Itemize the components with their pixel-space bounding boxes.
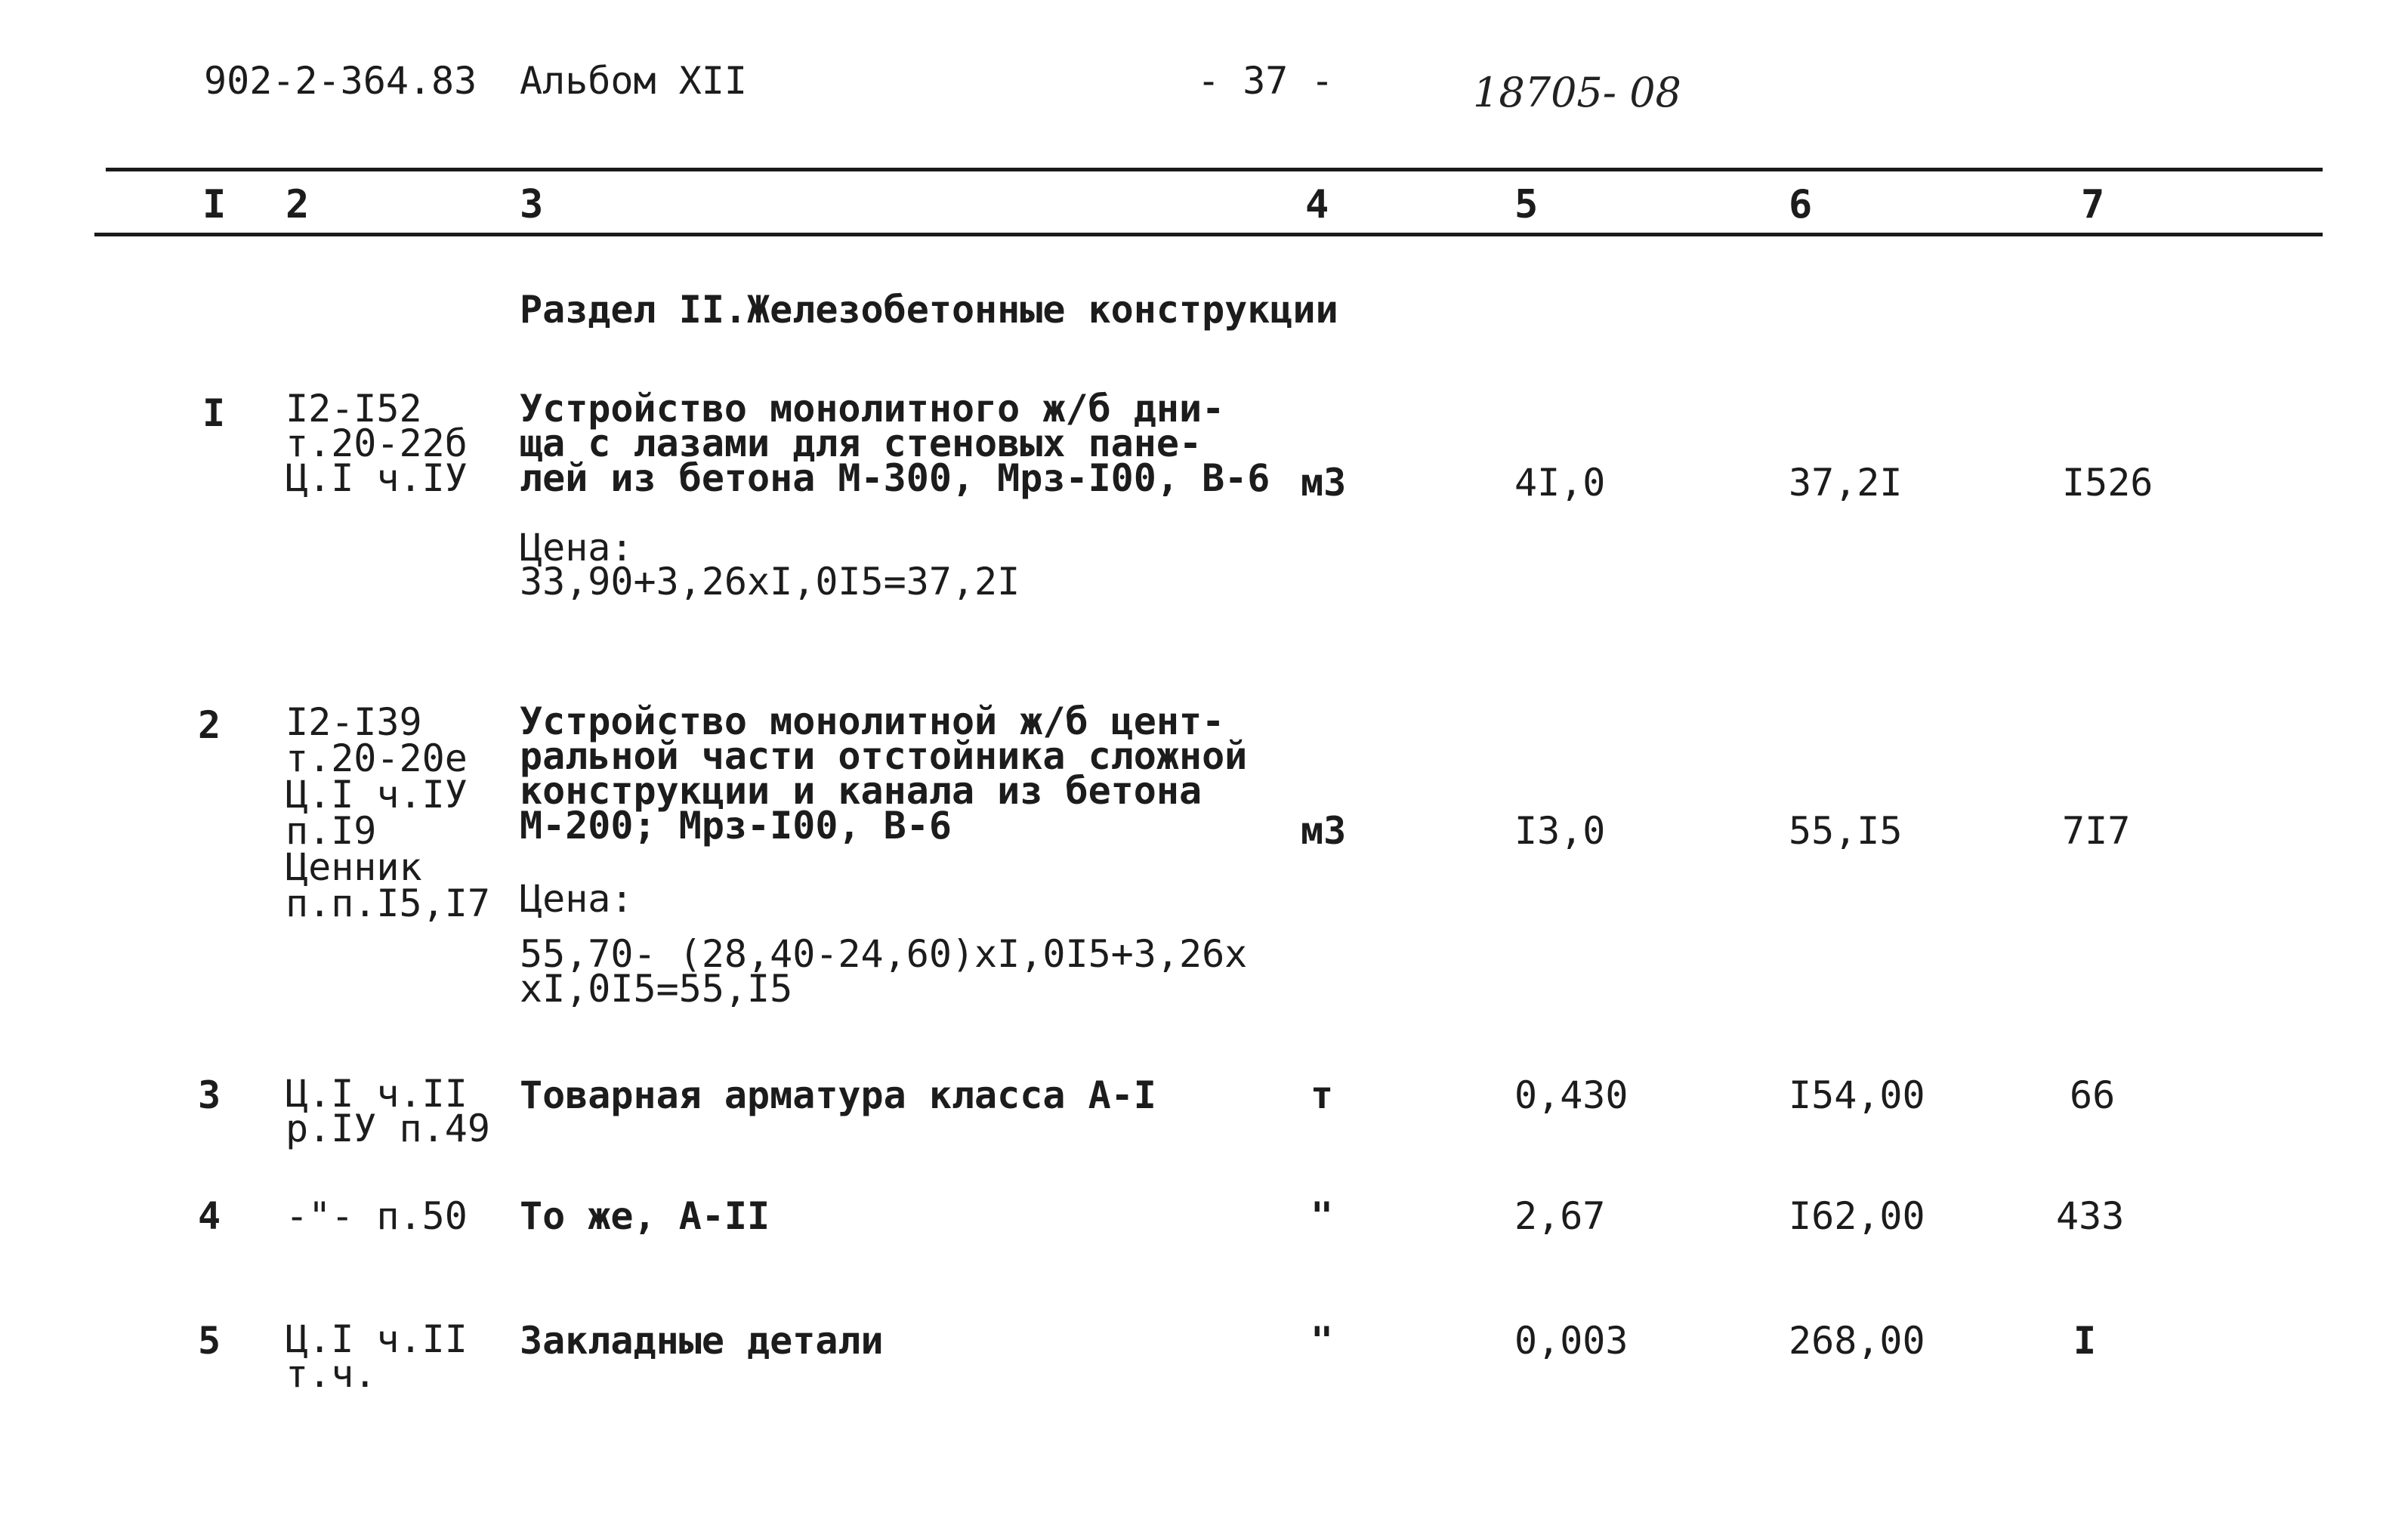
row-3-total: 66 (2070, 1073, 2116, 1117)
album-label: Альбом XII (520, 59, 748, 103)
row-5-description: Закладные детали (520, 1319, 884, 1363)
row-3-quantity: 0,430 (1514, 1073, 1628, 1117)
row-2-code: I2-I39 т.20-20е Ц.I ч.IУ п.I9 Ценник п.п.I5,I7 (286, 700, 490, 925)
row-1-code: I2-I52 т.20-22б Ц.I ч.IУ (286, 387, 468, 500)
row-1-number: I (202, 391, 226, 435)
column-header-2: 2 (286, 182, 310, 227)
row-2-quantity: I3,0 (1514, 809, 1606, 853)
row-4-code: -"- п.50 (286, 1194, 468, 1238)
row-5-number: 5 (198, 1319, 221, 1363)
row-4-unit: " (1311, 1194, 1334, 1238)
column-header-7: 7 (2081, 182, 2105, 227)
column-header-6: 6 (1789, 182, 1813, 227)
row-2-number: 2 (198, 703, 221, 747)
column-header-3: 3 (520, 182, 544, 227)
row-5-quantity: 0,003 (1514, 1319, 1628, 1363)
handwritten-inventory-number: 18705- 08 (1473, 69, 1681, 116)
row-1-price-label: Цена: (520, 526, 634, 570)
row-5-unit: " (1311, 1319, 1334, 1363)
row-3-number: 3 (198, 1073, 221, 1117)
column-header-4: 4 (1305, 182, 1329, 227)
row-4-number: 4 (198, 1194, 221, 1238)
row-1-price: 37,2I (1789, 461, 1903, 505)
top-rule (106, 168, 2323, 171)
row-4-price: I62,00 (1789, 1194, 1925, 1238)
row-1-description: Устройство монолитного ж/б дни- ща с лазами для стеновых пане- лей из бетона М-300, Мрз-I00, В-6 (520, 387, 1270, 500)
column-header-1: I (202, 182, 227, 227)
section-title: Раздел II.Железобетонные конструкции (520, 288, 1338, 332)
row-4-quantity: 2,67 (1514, 1194, 1606, 1238)
row-1-price-calc: 33,90+3,26xI,0I5=37,2I (520, 560, 1020, 604)
row-5-code: Ц.I ч.II т.ч. (286, 1317, 468, 1396)
row-2-description: Устройство монолитной ж/б цент- ральной части отстойника сложной конструкции и канала из бетона М-200; Мрз-I00, В-6 (520, 699, 1248, 848)
row-4-total: 433 (2056, 1194, 2125, 1238)
row-4-description: То же, А-II (520, 1194, 770, 1238)
document-code: 902-2-364.83 (204, 59, 477, 103)
row-1-total: I526 (2062, 461, 2153, 505)
row-2-total: 7I7 (2062, 809, 2131, 853)
page-number: - 37 - (1197, 59, 1334, 103)
header-bottom-rule (94, 233, 2323, 236)
row-2-price-calc: 55,70- (28,40-24,60)xI,0I5+3,26x xI,0I5=55,I5 (520, 932, 1248, 1011)
row-3-description: Товарная арматура класса А-I (520, 1073, 1156, 1117)
row-2-price-label: Цена: (520, 877, 634, 921)
row-3-price: I54,00 (1789, 1073, 1925, 1117)
row-1-unit: м3 (1301, 461, 1347, 505)
row-1-quantity: 4I,0 (1514, 461, 1606, 505)
column-header-5: 5 (1514, 182, 1539, 227)
row-5-price: 268,00 (1789, 1319, 1925, 1363)
row-2-unit: м3 (1301, 809, 1347, 853)
row-3-code: Ц.I ч.II р.IУ п.49 (286, 1072, 490, 1150)
row-5-total: I (2073, 1319, 2097, 1363)
row-2-price: 55,I5 (1789, 809, 1903, 853)
row-3-unit: т (1311, 1073, 1334, 1117)
